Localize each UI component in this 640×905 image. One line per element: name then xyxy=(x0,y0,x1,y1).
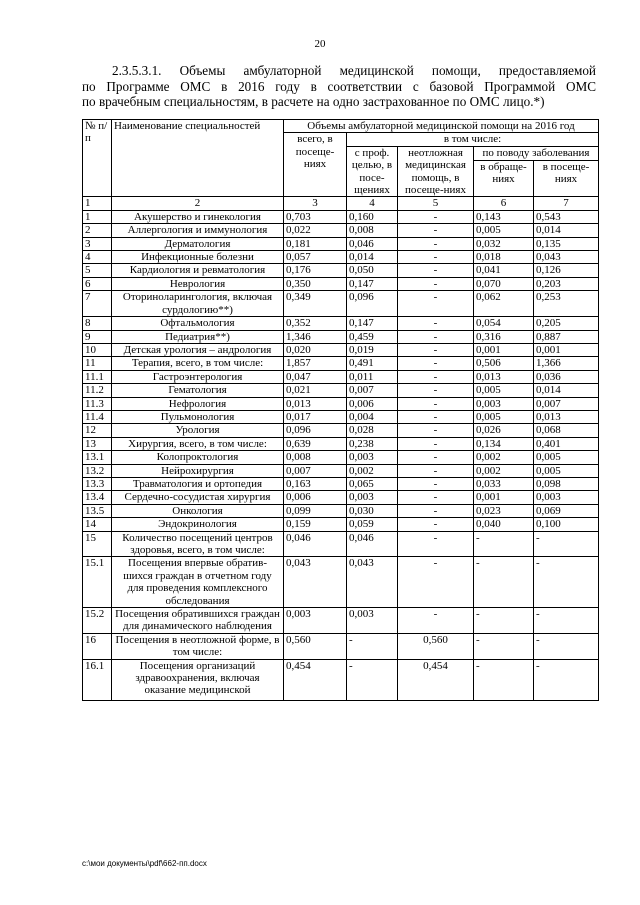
value-visits: 0,003 xyxy=(534,491,599,504)
value-appeals: 0,002 xyxy=(474,464,534,477)
table-row xyxy=(83,264,599,277)
value-urgent: - xyxy=(398,357,474,370)
value-total: 0,007 xyxy=(284,464,347,477)
specialty-name: Пульмонология xyxy=(112,410,284,423)
row-number: 13.1 xyxy=(83,451,112,464)
value-appeals: 0,506 xyxy=(474,357,534,370)
value-visits: 0,036 xyxy=(534,370,599,383)
col-header-disease: по поводу заболевания xyxy=(474,146,599,160)
table-body xyxy=(83,210,599,700)
table-row xyxy=(83,224,599,237)
row-number: 4 xyxy=(83,251,112,264)
value-total: 0,350 xyxy=(284,277,347,290)
value-urgent: - xyxy=(398,343,474,356)
column-index-row xyxy=(83,197,599,210)
value-visits: 0,887 xyxy=(534,330,599,343)
value-urgent: - xyxy=(398,264,474,277)
value-appeals: 0,054 xyxy=(474,317,534,330)
specialty-name: Гематология xyxy=(112,384,284,397)
value-total: 0,008 xyxy=(284,451,347,464)
specialty-name: Нейрохирургия xyxy=(112,464,284,477)
value-urgent: - xyxy=(398,370,474,383)
value-visits: 0,543 xyxy=(534,210,599,223)
value-prof: 0,003 xyxy=(347,451,398,464)
specialty-name: Эндокринология xyxy=(112,518,284,531)
specialty-name: Колопроктология xyxy=(112,451,284,464)
row-number: 9 xyxy=(83,330,112,343)
col-header-appeals: в обраще-ниях xyxy=(474,160,534,197)
specialty-name: Дерматология xyxy=(112,237,284,250)
value-visits: 0,007 xyxy=(534,397,599,410)
value-total: 0,352 xyxy=(284,317,347,330)
value-urgent: - xyxy=(398,437,474,450)
value-urgent: - xyxy=(398,491,474,504)
specialty-name: Акушерство и гинекология xyxy=(112,210,284,223)
specialty-name: Сердечно-сосудистая хирургия xyxy=(112,491,284,504)
value-total: 0,181 xyxy=(284,237,347,250)
col-header-group: Объемы амбулаторной медицинской помощи на 2016 год xyxy=(284,120,599,133)
value-total: 0,017 xyxy=(284,410,347,423)
value-total: 0,006 xyxy=(284,491,347,504)
value-prof: 0,014 xyxy=(347,251,398,264)
value-appeals: 0,143 xyxy=(474,210,534,223)
value-visits: 1,366 xyxy=(534,357,599,370)
value-urgent: - xyxy=(398,608,474,634)
specialty-name: Онкология xyxy=(112,504,284,517)
value-total: 0,003 xyxy=(284,608,347,634)
value-appeals: 0,005 xyxy=(474,224,534,237)
value-visits: - xyxy=(534,633,599,659)
title-line: по Программе ОМС в 2016 году в соответствии с базовой Программой ОМС xyxy=(82,78,596,94)
value-total: 0,096 xyxy=(284,424,347,437)
specialty-name: Терапия, всего, в том числе: xyxy=(112,357,284,370)
value-prof: - xyxy=(347,633,398,659)
value-urgent: - xyxy=(398,424,474,437)
col-header-total: всего, в посеще-ниях xyxy=(284,133,347,197)
value-urgent: - xyxy=(398,237,474,250)
table-row xyxy=(83,424,599,437)
value-visits: - xyxy=(534,659,599,700)
specialty-name: Педиатрия**) xyxy=(112,330,284,343)
value-total: 0,022 xyxy=(284,224,347,237)
col-header-visits: в посеще-ниях xyxy=(534,160,599,197)
row-number: 1 xyxy=(83,210,112,223)
value-appeals: 0,040 xyxy=(474,518,534,531)
value-urgent: - xyxy=(398,330,474,343)
specialty-name: Гастроэнтерология xyxy=(112,370,284,383)
value-total: 0,057 xyxy=(284,251,347,264)
value-appeals: 0,062 xyxy=(474,291,534,317)
specialty-name: Травматология и ортопедия xyxy=(112,477,284,490)
value-prof: 0,028 xyxy=(347,424,398,437)
value-urgent: - xyxy=(398,518,474,531)
row-number: 16 xyxy=(83,633,112,659)
value-visits: 0,100 xyxy=(534,518,599,531)
value-appeals: - xyxy=(474,608,534,634)
value-urgent: - xyxy=(398,210,474,223)
table-row xyxy=(83,357,599,370)
value-appeals: 0,316 xyxy=(474,330,534,343)
row-number: 6 xyxy=(83,277,112,290)
value-urgent: - xyxy=(398,410,474,423)
value-visits: 0,069 xyxy=(534,504,599,517)
value-prof: 0,491 xyxy=(347,357,398,370)
value-total: 0,046 xyxy=(284,531,347,557)
value-visits: 0,203 xyxy=(534,277,599,290)
col-header-urgent: неотложная медицинская помощь, в посеще-ниях xyxy=(398,146,474,197)
specialty-name: Неврология xyxy=(112,277,284,290)
value-prof: 0,003 xyxy=(347,491,398,504)
row-number: 13.3 xyxy=(83,477,112,490)
table-row xyxy=(83,518,599,531)
page-number: 20 xyxy=(314,38,326,50)
value-prof: - xyxy=(347,659,398,700)
value-prof: 0,003 xyxy=(347,608,398,634)
value-visits: 0,001 xyxy=(534,343,599,356)
value-prof: 0,008 xyxy=(347,224,398,237)
column-index: 3 xyxy=(284,197,347,210)
row-number: 7 xyxy=(83,291,112,317)
table-row xyxy=(83,633,599,659)
value-prof: 0,050 xyxy=(347,264,398,277)
value-visits: 0,014 xyxy=(534,384,599,397)
value-appeals: 0,005 xyxy=(474,410,534,423)
value-prof: 0,065 xyxy=(347,477,398,490)
value-total: 0,099 xyxy=(284,504,347,517)
row-number: 8 xyxy=(83,317,112,330)
value-urgent: - xyxy=(398,531,474,557)
col-header-name: Наименование специальностей xyxy=(112,120,284,197)
row-number: 11 xyxy=(83,357,112,370)
value-appeals: 0,070 xyxy=(474,277,534,290)
specialty-name: Посещения обратившихся граждан для динамического наблюдения xyxy=(112,608,284,634)
specialty-name: Оториноларингология, включая сурдологию**) xyxy=(112,291,284,317)
value-total: 1,346 xyxy=(284,330,347,343)
value-visits: 0,014 xyxy=(534,224,599,237)
value-visits: 0,005 xyxy=(534,464,599,477)
value-urgent: - xyxy=(398,477,474,490)
column-index: 7 xyxy=(534,197,599,210)
value-visits: 0,401 xyxy=(534,437,599,450)
value-total: 0,176 xyxy=(284,264,347,277)
value-appeals: 0,032 xyxy=(474,237,534,250)
row-number: 13.5 xyxy=(83,504,112,517)
value-prof: 0,002 xyxy=(347,464,398,477)
col-header-prof: с проф. целью, в посе-щениях xyxy=(347,146,398,197)
table-row xyxy=(83,437,599,450)
value-total: 0,560 xyxy=(284,633,347,659)
value-visits: - xyxy=(534,608,599,634)
table-row xyxy=(83,317,599,330)
title-line: 2.3.5.3.1. Объемы амбулаторной медицинской помощи, предоставляемой xyxy=(112,63,596,78)
row-number: 11.1 xyxy=(83,370,112,383)
value-appeals: - xyxy=(474,659,534,700)
value-urgent: - xyxy=(398,277,474,290)
value-appeals: 0,026 xyxy=(474,424,534,437)
table-row xyxy=(83,237,599,250)
row-number: 13.2 xyxy=(83,464,112,477)
value-appeals: 0,033 xyxy=(474,477,534,490)
table-row xyxy=(83,477,599,490)
value-urgent: - xyxy=(398,504,474,517)
value-prof: 0,046 xyxy=(347,531,398,557)
value-urgent: - xyxy=(398,317,474,330)
table-row xyxy=(83,291,599,317)
value-total: 0,020 xyxy=(284,343,347,356)
row-number: 11.4 xyxy=(83,410,112,423)
value-urgent: - xyxy=(398,251,474,264)
table-row xyxy=(83,659,599,700)
table-row xyxy=(83,251,599,264)
value-total: 0,349 xyxy=(284,291,347,317)
value-total: 0,703 xyxy=(284,210,347,223)
value-prof: 0,006 xyxy=(347,397,398,410)
row-number: 11.2 xyxy=(83,384,112,397)
table-row xyxy=(83,277,599,290)
value-appeals: 0,001 xyxy=(474,343,534,356)
value-total: 0,454 xyxy=(284,659,347,700)
value-visits: 0,253 xyxy=(534,291,599,317)
specialty-name: Инфекционные болезни xyxy=(112,251,284,264)
row-number: 13 xyxy=(83,437,112,450)
column-index: 2 xyxy=(112,197,284,210)
row-number: 15.1 xyxy=(83,557,112,608)
value-total: 0,013 xyxy=(284,397,347,410)
value-prof: 0,019 xyxy=(347,343,398,356)
title-line: по врачебным специальностям, в расчете на одно застрахованное по ОМС лицо.*) xyxy=(82,94,545,109)
row-number: 10 xyxy=(83,343,112,356)
value-appeals: 0,023 xyxy=(474,504,534,517)
value-appeals: 0,018 xyxy=(474,251,534,264)
col-header-including: в том числе: xyxy=(347,133,599,146)
specialty-name: Хирургия, всего, в том числе: xyxy=(112,437,284,450)
value-total: 0,043 xyxy=(284,557,347,608)
specialty-name: Посещения организаций здравоохранения, включая оказание медицинской xyxy=(112,659,284,700)
value-prof: 0,238 xyxy=(347,437,398,450)
value-urgent: - xyxy=(398,291,474,317)
specialty-name: Посещения в неотложной форме, в том числе: xyxy=(112,633,284,659)
value-prof: 0,059 xyxy=(347,518,398,531)
value-appeals: - xyxy=(474,633,534,659)
table-row xyxy=(83,384,599,397)
value-prof: 0,459 xyxy=(347,330,398,343)
value-appeals: 0,134 xyxy=(474,437,534,450)
column-index: 5 xyxy=(398,197,474,210)
table-row xyxy=(83,410,599,423)
table-row xyxy=(83,608,599,634)
value-visits: 0,126 xyxy=(534,264,599,277)
value-prof: 0,004 xyxy=(347,410,398,423)
value-prof: 0,011 xyxy=(347,370,398,383)
value-prof: 0,046 xyxy=(347,237,398,250)
table-row xyxy=(83,504,599,517)
table-row xyxy=(83,451,599,464)
specialty-name: Аллергология и иммунология xyxy=(112,224,284,237)
value-urgent: - xyxy=(398,384,474,397)
value-prof: 0,147 xyxy=(347,317,398,330)
value-visits: - xyxy=(534,557,599,608)
value-appeals: - xyxy=(474,557,534,608)
value-prof: 0,160 xyxy=(347,210,398,223)
row-number: 11.3 xyxy=(83,397,112,410)
col-header-num: № п/п xyxy=(83,120,112,197)
value-appeals: - xyxy=(474,531,534,557)
specialty-name: Офтальмология xyxy=(112,317,284,330)
value-appeals: 0,005 xyxy=(474,384,534,397)
value-total: 0,021 xyxy=(284,384,347,397)
value-urgent: - xyxy=(398,464,474,477)
value-visits: 0,005 xyxy=(534,451,599,464)
value-urgent: - xyxy=(398,224,474,237)
value-visits: 0,068 xyxy=(534,424,599,437)
row-number: 14 xyxy=(83,518,112,531)
value-visits: - xyxy=(534,531,599,557)
row-number: 16.1 xyxy=(83,659,112,700)
value-urgent: 0,560 xyxy=(398,633,474,659)
value-appeals: 0,013 xyxy=(474,370,534,383)
value-prof: 0,030 xyxy=(347,504,398,517)
value-visits: 0,205 xyxy=(534,317,599,330)
value-appeals: 0,003 xyxy=(474,397,534,410)
value-appeals: 0,041 xyxy=(474,264,534,277)
value-total: 1,857 xyxy=(284,357,347,370)
column-index: 1 xyxy=(83,197,112,210)
value-total: 0,159 xyxy=(284,518,347,531)
table-row xyxy=(83,397,599,410)
value-visits: 0,043 xyxy=(534,251,599,264)
value-urgent: - xyxy=(398,451,474,464)
row-number: 5 xyxy=(83,264,112,277)
value-urgent: - xyxy=(398,557,474,608)
specialty-name: Количество посещений центров здоровья, всего, в том числе: xyxy=(112,531,284,557)
value-prof: 0,007 xyxy=(347,384,398,397)
table-row xyxy=(83,557,599,608)
row-number: 2 xyxy=(83,224,112,237)
column-index: 4 xyxy=(347,197,398,210)
value-total: 0,163 xyxy=(284,477,347,490)
table-row xyxy=(83,330,599,343)
value-appeals: 0,001 xyxy=(474,491,534,504)
table-row xyxy=(83,210,599,223)
value-prof: 0,096 xyxy=(347,291,398,317)
row-number: 15 xyxy=(83,531,112,557)
table-row xyxy=(83,491,599,504)
value-visits: 0,013 xyxy=(534,410,599,423)
specialty-name: Посещения впервые обратив-шихся граждан в отчетном году для проведения комплексного обследования xyxy=(112,557,284,608)
row-number: 13.4 xyxy=(83,491,112,504)
value-prof: 0,043 xyxy=(347,557,398,608)
table-row xyxy=(83,370,599,383)
specialty-name: Урология xyxy=(112,424,284,437)
section-title xyxy=(82,63,596,110)
table-row xyxy=(83,531,599,557)
row-number: 12 xyxy=(83,424,112,437)
value-urgent: - xyxy=(398,397,474,410)
footer-file-path: c:\мои документы\pdf\662-пп.docx xyxy=(82,859,207,868)
table-row xyxy=(83,343,599,356)
table-row xyxy=(83,464,599,477)
ambulatory-volumes-table xyxy=(82,119,599,701)
value-urgent: 0,454 xyxy=(398,659,474,700)
value-total: 0,639 xyxy=(284,437,347,450)
value-appeals: 0,002 xyxy=(474,451,534,464)
column-index: 6 xyxy=(474,197,534,210)
specialty-name: Кардиология и ревматология xyxy=(112,264,284,277)
specialty-name: Детская урология – андрология xyxy=(112,343,284,356)
value-visits: 0,098 xyxy=(534,477,599,490)
value-visits: 0,135 xyxy=(534,237,599,250)
value-total: 0,047 xyxy=(284,370,347,383)
row-number: 3 xyxy=(83,237,112,250)
specialty-name: Нефрология xyxy=(112,397,284,410)
value-prof: 0,147 xyxy=(347,277,398,290)
row-number: 15.2 xyxy=(83,608,112,634)
